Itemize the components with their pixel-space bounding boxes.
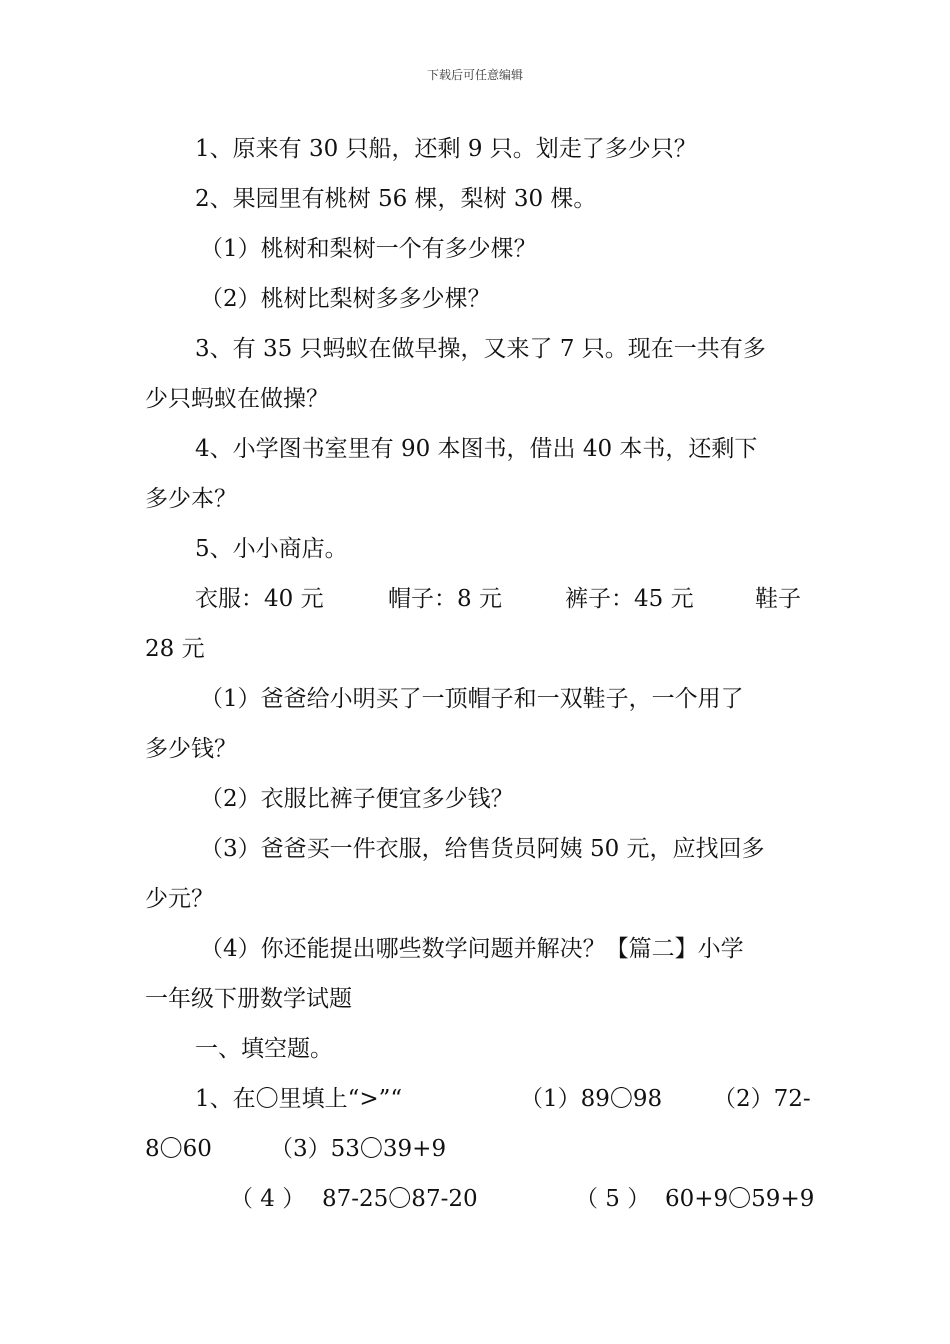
question-5-part-3-line-1: （3）爸爸买一件衣服，给售货员阿姨 50 元，应找回多 (200, 836, 765, 862)
price-clothes: 衣服：40 元 (195, 586, 324, 612)
question-5-part-3-line-2: 少元？ (145, 886, 214, 912)
compare-item-5-number: （ 5 ） (575, 1186, 651, 1212)
price-shoes-value: 28 元 (145, 636, 205, 662)
compare-item-1: （1）89〇98 (520, 1086, 663, 1112)
question-5-part-2: （2）衣服比裤子便宜多少钱？ (200, 786, 514, 812)
page-header-note: 下载后可任意编辑 (426, 68, 523, 82)
fill-question-1-prompt: 1、在〇里填上“>”“ (195, 1086, 403, 1112)
price-pants: 裤子：45 元 (565, 586, 694, 612)
question-5-part-1-line-2: 多少钱？ (145, 736, 237, 762)
compare-item-4-number: （ 4 ） (230, 1186, 306, 1212)
compare-item-5-expression: 60+9〇59+9 (665, 1186, 815, 1212)
question-5-part-4-line-1: （4）你还能提出哪些数学问题并解决？【篇二】小学 (200, 936, 744, 962)
question-3-line-1: 3、有 35 只蚂蚁在做早操，又来了 7 只。现在一共有多 (195, 336, 766, 362)
question-2-part-2: （2）桃树比梨树多多少棵？ (200, 286, 491, 312)
compare-item-2-cont: 8〇60 (145, 1136, 212, 1162)
price-hat: 帽子：8 元 (388, 586, 502, 612)
question-5: 5、小小商店。 (195, 536, 348, 562)
price-shoes: 鞋子 (755, 586, 801, 612)
question-3-line-2: 少只蚂蚁在做操？ (145, 386, 329, 412)
question-2-part-1: （1）桃树和梨树一个有多少棵？ (200, 236, 537, 262)
question-4-line-2: 多少本？ (145, 486, 237, 512)
section-fill-in-title: 一、填空题。 (195, 1036, 333, 1062)
question-2: 2、果园里有桃树 56 棵，梨树 30 棵。 (195, 186, 597, 212)
question-4-line-1: 4、小学图书室里有 90 本图书，借出 40 本书，还剩下 (195, 436, 758, 462)
compare-item-4-expression: 87-25〇87-20 (322, 1186, 478, 1212)
question-1: 1、原来有 30 只船，还剩 9 只。划走了多少只？ (195, 136, 697, 162)
question-5-part-4-line-2: 一年级下册数学试题 (145, 986, 352, 1012)
question-5-part-1-line-1: （1）爸爸给小明买了一顶帽子和一双鞋子，一个用了 (200, 686, 744, 712)
compare-item-2: （2）72- (713, 1086, 811, 1112)
compare-item-3: （3）53〇39+9 (270, 1136, 447, 1162)
